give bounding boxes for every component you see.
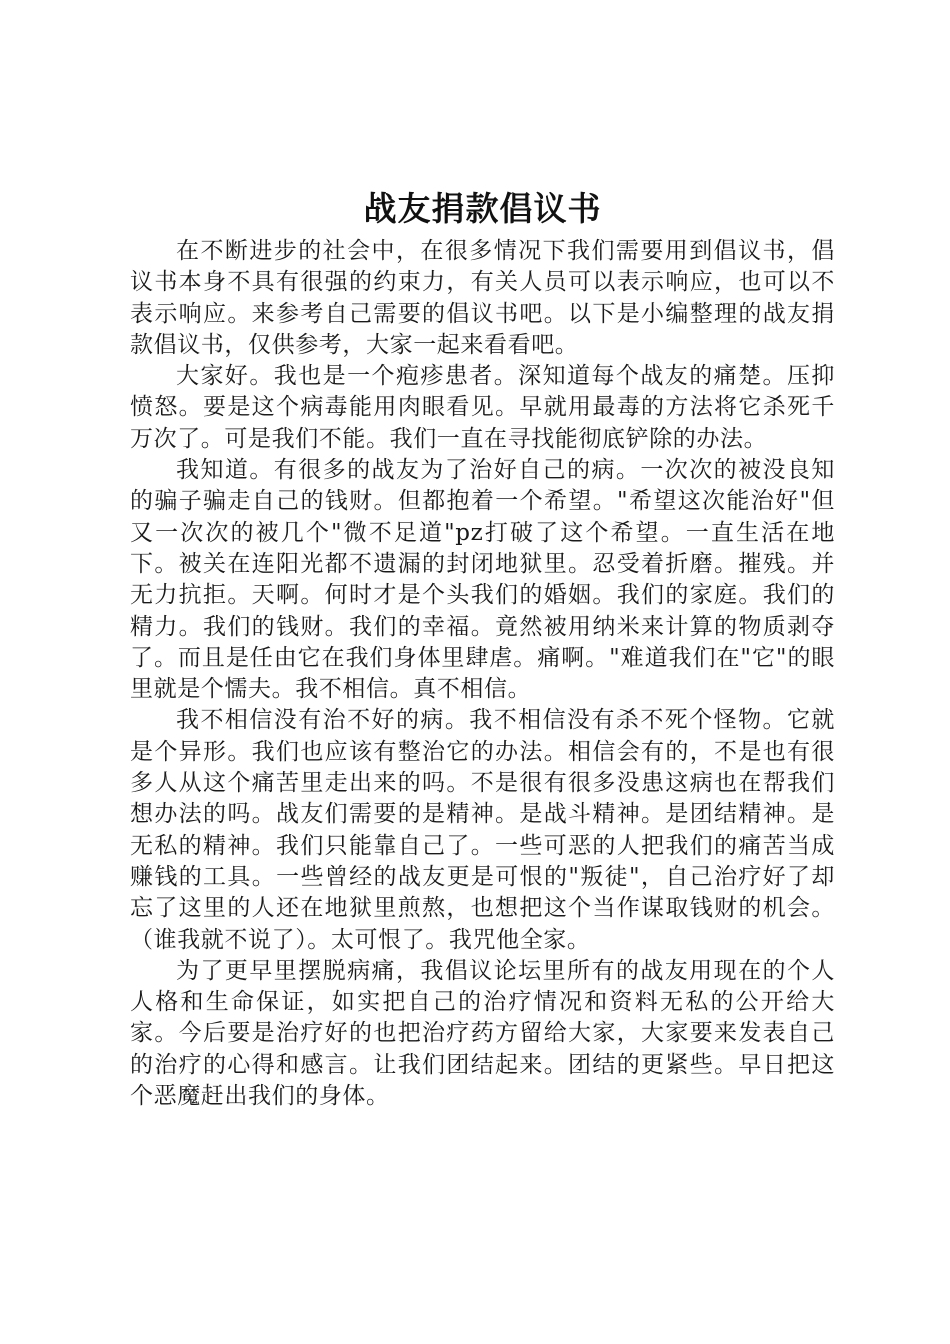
paragraph-proposal: 为了更早里摆脱病痛，我倡议论坛里所有的战友用现在的个人人格和生命保证，如实把自己的治疗情况和资料无私的公开给大家。今后要是治疗好的也把治疗药方留给大家，大家要来发表自己的治疗的心得和感言。让我们团结起来。团结的更紧些。早日把这个恶魔赶出我们的身体。 bbox=[130, 957, 835, 1110]
paragraph-belief: 我不相信没有治不好的病。我不相信没有杀不死个怪物。它就是个异形。我们也应该有整治它的办法。相信会有的，不是也有很多人从这个痛苦里走出来的吗。不是很有很多没患这病也在帮我们想办法的吗。战友们需要的是精神。是战斗精神。是团结精神。是无私的精神。我们只能靠自己了。一些可恶的人把我们的痛苦当成赚钱的工具。一些曾经的战友更是可恨的"叛徒"，自己治疗好了却忘了这里的人还在地狱里煎熬，也想把这个当作谋取钱财的机会。（谁我就不说了）。太可恨了。我咒他全家。 bbox=[130, 707, 835, 953]
document-page bbox=[130, 184, 835, 1112]
document-title: 战友捐款倡议书 bbox=[363, 189, 602, 228]
paragraph-greeting: 大家好。我也是一个疱疹患者。深知道每个战友的痛楚。压抑愤怒。要是这个病毒能用肉眼看见。早就用最毒的方法将它杀死千万次了。可是我们不能。我们一直在寻找能彻底铲除的办法。 bbox=[130, 363, 835, 452]
paragraph-experience: 我知道。有很多的战友为了治好自己的病。一次次的被没良知的骗子骗走自己的钱财。但都抱着一个希望。"希望这次能治好"但又一次次的被几个"微不足道"pz打破了这个希望。一直生活在地下。被关在连阳光都不遗漏的封闭地狱里。忍受着折磨。摧残。并无力抗拒。天啊。何时才是个头我们的婚姻。我们的家庭。我们的精力。我们的钱财。我们的幸福。竟然被用纳米来计算的物质剥夺了。而且是任由它在我们身体里肆虐。痛啊。"难道我们在"它"的眼里就是个懦夫。我不相信。真不相信。 bbox=[130, 457, 835, 703]
paragraph-intro: 在不断进步的社会中，在很多情况下我们需要用到倡议书，倡议书本身不具有很强的约束力，有关人员可以表示响应，也可以不表示响应。来参考自己需要的倡议书吧。以下是小编整理的战友捐款倡议书，仅供参考，大家一起来看看吧。 bbox=[130, 238, 835, 358]
